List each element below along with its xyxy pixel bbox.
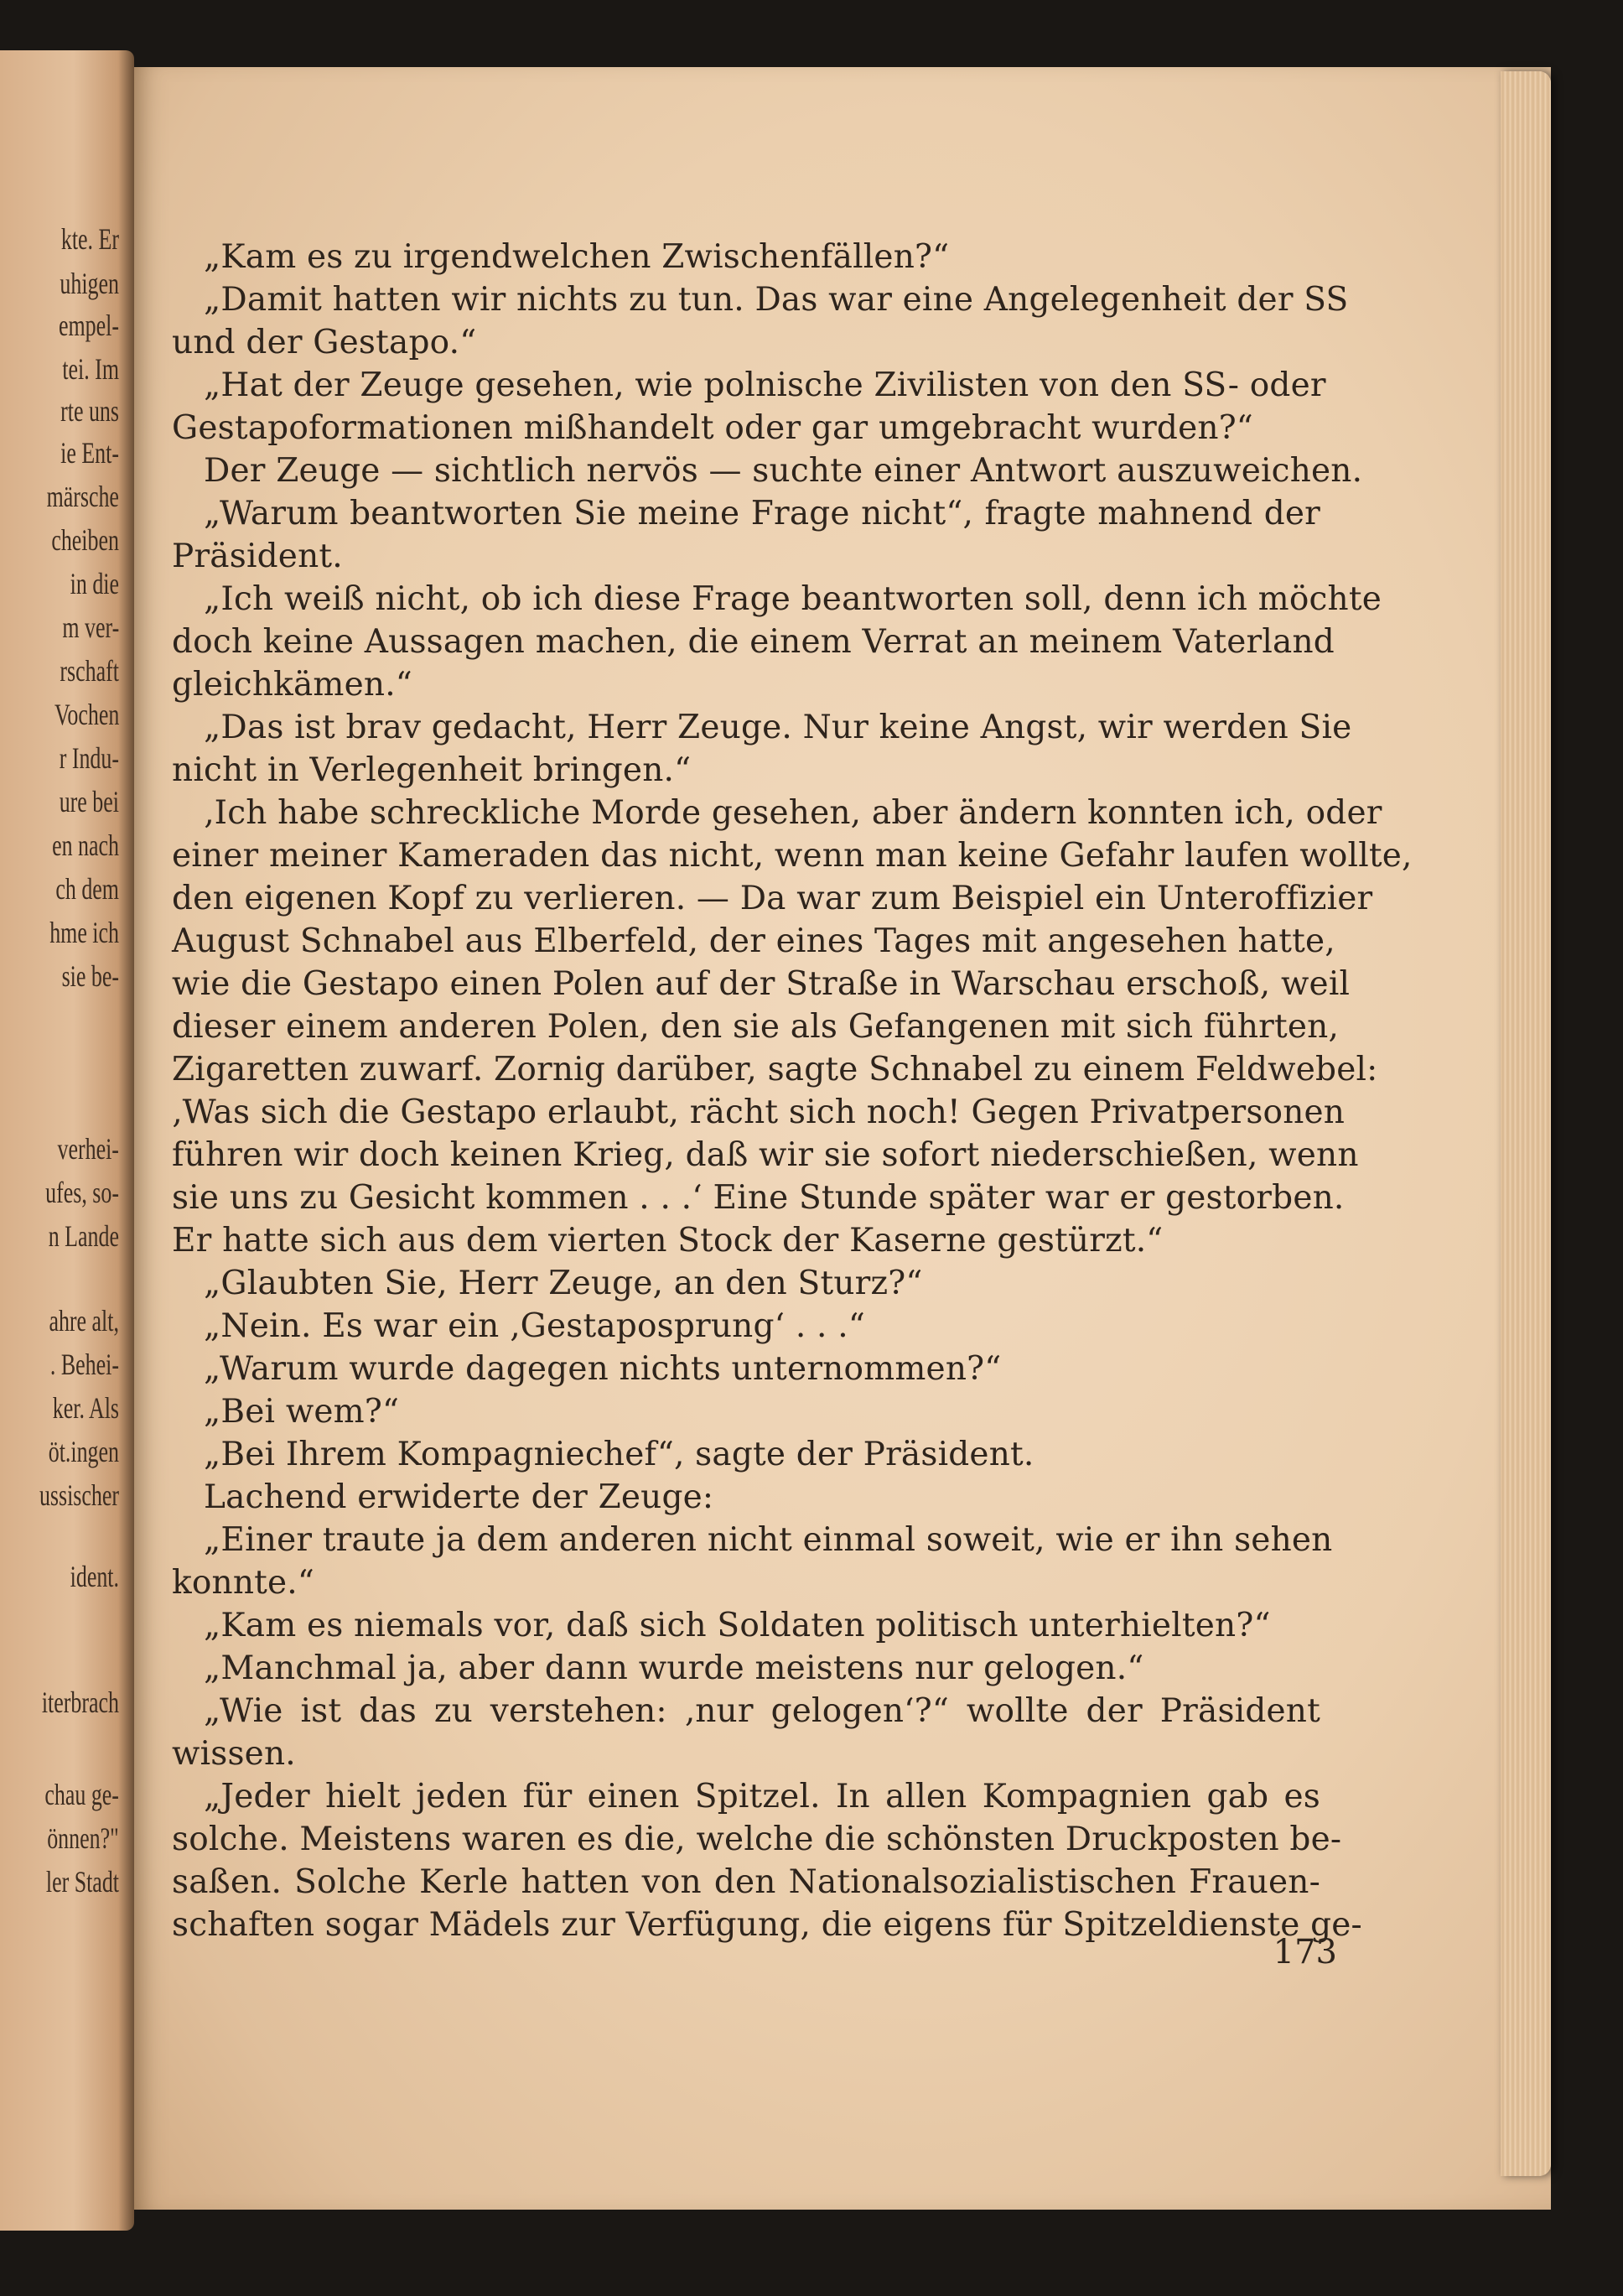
left-page-fragment: m ver-: [62, 610, 119, 644]
text-line: Zigaretten zuwarf. Zornig darüber, sagte Schnabel zu einem Feldwebel:: [172, 1051, 1378, 1088]
text-line: „Wie ist das zu verstehen: ‚nur gelogen‘?“ wollte der Präsident: [204, 1692, 1320, 1730]
text-line: gleichkämen.“: [172, 666, 412, 704]
left-page-fragment: empel-: [59, 309, 119, 342]
text-line: sie uns zu Gesicht kommen . . .‘ Eine Stunde später war er gestorben.: [172, 1179, 1345, 1217]
text-line: führen wir doch keinen Krieg, daß wir sie sofort niederschießen, wenn: [172, 1136, 1359, 1174]
text-line: „Glaubten Sie, Herr Zeuge, an den Sturz?“: [204, 1265, 923, 1302]
left-page-fragment: cheiben: [51, 523, 119, 557]
text-line: Präsident.: [172, 538, 343, 575]
text-line: „Hat der Zeuge gesehen, wie polnische Zivilisten von den SS- oder: [204, 366, 1326, 404]
left-page-fragment: märsche: [46, 480, 119, 513]
text-line: den eigenen Kopf zu verlieren. — Da war zum Beispiel ein Unteroffizier: [172, 880, 1373, 917]
left-page-fragment: ahre alt,: [49, 1304, 119, 1338]
text-line: „Warum beantworten Sie meine Frage nicht“, fragte mahnend der: [204, 495, 1320, 532]
text-line: „Manchmal ja, aber dann wurde meistens nur gelogen.“: [204, 1649, 1144, 1687]
left-page-fragment: . Behei-: [49, 1348, 119, 1381]
left-page-fragment: r Indu-: [59, 741, 119, 775]
left-page-fragment: ler Stadt: [45, 1865, 119, 1899]
left-page-fragment: chau ge-: [44, 1778, 119, 1811]
text-line: „Bei Ihrem Kompagniechef“, sagte der Präsident.: [204, 1436, 1034, 1473]
left-page-fragment: rschaft: [60, 654, 119, 688]
text-line: schaften sogar Mädels zur Verfügung, die eigens für Spitzeldienste ge-: [172, 1906, 1362, 1944]
left-page-fragment: iterbrach: [41, 1686, 119, 1719]
text-line: Gestapoformationen mißhandelt oder gar umgebracht wurden?“: [172, 409, 1253, 447]
left-page-fragment: Vochen: [54, 698, 119, 731]
text-line: solche. Meistens waren es die, welche die schönsten Druckposten be-: [172, 1821, 1342, 1858]
page-number: 173: [1273, 1933, 1337, 1971]
text-line: August Schnabel aus Elberfeld, der eines Tages mit angesehen hatte,: [172, 922, 1335, 960]
left-page-fragment: ker. Als: [52, 1391, 119, 1425]
left-page-fragment: ussischer: [39, 1478, 119, 1512]
text-line: „Kam es zu irgendwelchen Zwischenfällen?“: [204, 238, 950, 276]
text-line: Der Zeuge — sichtlich nervös — suchte einer Antwort auszuweichen.: [204, 452, 1363, 490]
left-page-fragment: ie Ent-: [60, 436, 119, 470]
left-page-fragment: verhei-: [57, 1132, 119, 1166]
page-edge: [1501, 71, 1551, 2176]
left-page-fragment: sie be-: [61, 959, 119, 993]
text-line: dieser einem anderen Polen, den sie als Gefangenen mit sich führten,: [172, 1008, 1340, 1046]
left-page-fragment: ch dem: [55, 872, 119, 906]
text-line: „Jeder hielt jeden für einen Spitzel. In allen Kompagnien gab es: [204, 1778, 1320, 1816]
text-line: nicht in Verlegenheit bringen.“: [172, 751, 692, 789]
left-page-fragment: in die: [70, 567, 119, 600]
left-page-fragment: n Lande: [48, 1219, 119, 1253]
text-line: ‚Was sich die Gestapo erlaubt, rächt sich noch! Gegen Privatpersonen: [172, 1093, 1346, 1131]
text-line: und der Gestapo.“: [172, 324, 477, 361]
text-line: wie die Gestapo einen Polen auf der Straße in Warschau erschoß, weil: [172, 965, 1351, 1003]
left-page-fragment: öt.ingen: [48, 1435, 119, 1468]
text-line: „Nein. Es war ein ‚Gestaposprung‘ . . .“: [204, 1307, 865, 1345]
text-line: Lachend erwiderte der Zeuge:: [204, 1478, 714, 1516]
text-line: ‚Ich habe schreckliche Morde gesehen, aber ändern konnten ich, oder: [204, 794, 1382, 832]
text-line: „Kam es niemals vor, daß sich Soldaten politisch unterhielten?“: [204, 1607, 1271, 1644]
text-line: doch keine Aussagen machen, die einem Verrat an meinem Vaterland: [172, 623, 1335, 661]
text-line: „Ich weiß nicht, ob ich diese Frage beantworten soll, denn ich möchte: [204, 580, 1382, 618]
left-page-fragment: en nach: [52, 829, 119, 862]
left-page-fragment: uhigen: [60, 267, 119, 300]
text-line: Er hatte sich aus dem vierten Stock der Kaserne gestürzt.“: [172, 1222, 1164, 1260]
text-line: „Das ist brav gedacht, Herr Zeuge. Nur keine Angst, wir werden Sie: [204, 709, 1352, 746]
text-line: „Damit hatten wir nichts zu tun. Das war eine Angelegenheit der SS: [204, 281, 1349, 319]
left-page-fragment: tei. Im: [62, 352, 119, 386]
left-page-fragment: ident.: [70, 1560, 119, 1593]
text-line: einer meiner Kameraden das nicht, wenn man keine Gefahr laufen wollte,: [172, 837, 1413, 875]
left-page-fragment: ure bei: [59, 785, 119, 818]
left-page-fragment: önnen?": [47, 1821, 119, 1855]
text-line: „Warum wurde dagegen nichts unternommen?“: [204, 1350, 1002, 1388]
left-page-fragment: kte. Er: [60, 222, 119, 256]
text-line: wissen.: [172, 1735, 296, 1773]
left-page: [0, 50, 134, 2231]
left-page-fragment: ufes, so-: [45, 1176, 119, 1209]
text-line: „Bei wem?“: [204, 1393, 400, 1431]
left-page-fragment: rte uns: [60, 394, 119, 428]
left-page-fragment: hme ich: [49, 916, 119, 949]
text-line: „Einer traute ja dem anderen nicht einmal soweit, wie er ihn sehen: [204, 1521, 1333, 1559]
text-line: konnte.“: [172, 1564, 315, 1602]
text-line: saßen. Solche Kerle hatten von den Nationalsozialistischen Frauen-: [172, 1863, 1320, 1901]
